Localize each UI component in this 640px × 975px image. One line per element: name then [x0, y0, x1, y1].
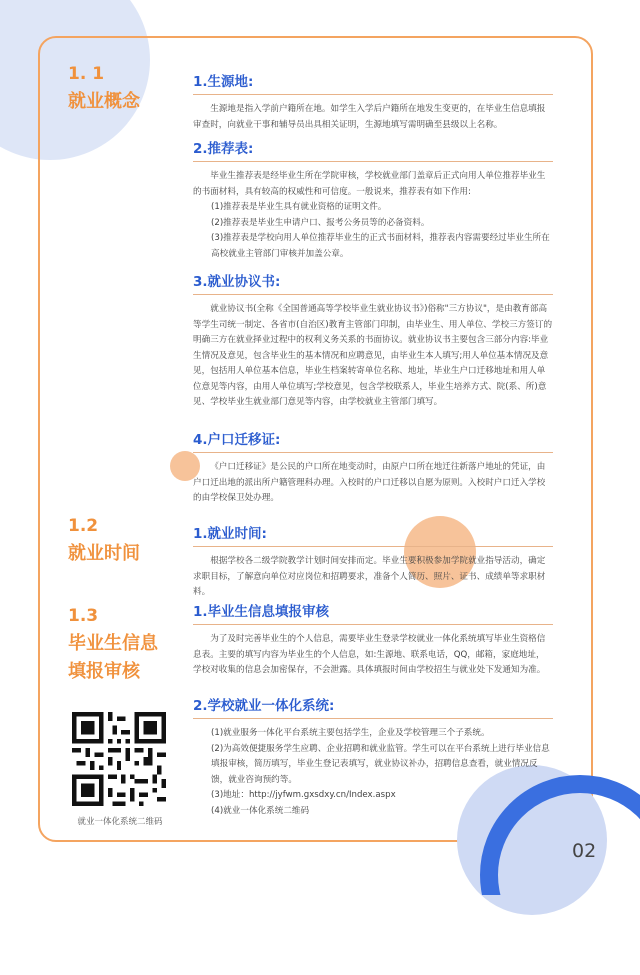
- qr-code-image: [72, 712, 166, 806]
- section-title: 2.推荐表:: [193, 141, 254, 157]
- section-divider: [193, 294, 553, 295]
- sidebar-section-2-title: 就业时间: [68, 543, 140, 564]
- section-title: 3.就业协议书:: [193, 274, 281, 290]
- section-employment-time: [193, 522, 553, 601]
- list-item: (1)就业服务一体化平台系统主要包括学生，企业及学校管理三个子系统。: [211, 728, 490, 738]
- section-divider: [193, 546, 553, 547]
- list-item: (1)推荐表是毕业生具有就业资格的证明文件。: [211, 202, 387, 212]
- section-origin: [193, 70, 553, 133]
- section-divider: [193, 718, 553, 719]
- section-agreement: [193, 270, 553, 411]
- list-item: (2)为高效便捷服务学生应聘、企业招聘和就业监管。学生可以在平台系统上进行毕业信息填报审核，简历填写，毕业生登记表填写，就业协议补办，招聘信息查看，就业情况反馈，就业咨询预约等。: [211, 743, 550, 785]
- section-title: 1.就业时间:: [193, 526, 267, 542]
- section-household: [193, 428, 553, 507]
- section-divider: [193, 94, 553, 95]
- paragraph: 就业协议书(全称《全国普通高等学校毕业生就业协议书》)俗称"三方协议"，是由教育部高等学生司统一制定、各省市(自治区)教育主管部门印制，由毕业生、用人单位、学校三方签订的明确三方在就业择业过程中的权利义务关系的书面协议。就业协议书主要包含三部分内容:毕业生情况及意见，包含毕业生的基本情况和应聘意见，由毕业生本人填写;用人单位基本情况及意见，包括用人单位基本信息，毕业生档案转寄单位名称、地址，毕业生户口迁移地址和用人单位意见等内容，由用人单位填写;学校意见，包含学校联系人，毕业生培养方式、院(系、所)意见、学校毕业生就业部门意见等内容，由学校就业主管部门填写。: [193, 304, 553, 407]
- list-item: (3)推荐表是学校向用人单位推荐毕业生的正式书面材料，推荐表内容需要经过毕业生所在高校就业主管部门审核并加盖公章。: [211, 233, 550, 259]
- sidebar-section-3: [68, 602, 158, 686]
- paragraph: 《户口迁移证》是公民的户口所在地变动时，由原户口所在地迁往新落户地址的凭证，由户口迁出地的派出所户籍管理科办理。入校时的户口迁移以自愿为原则。入校时户口迁入学校的由学校保卫处办理。: [193, 462, 546, 503]
- sidebar-section-3-number: 1.3: [68, 606, 99, 626]
- sidebar-section-2-number: 1.2: [68, 516, 99, 536]
- qr-caption: 就业一体化系统二维码: [77, 817, 163, 827]
- page-number: 02: [572, 840, 597, 862]
- section-title: 2.学校就业一体化系统:: [193, 698, 335, 714]
- section-divider: [193, 452, 553, 453]
- sidebar-section-3-title-line2: 填报审核: [68, 661, 140, 682]
- sidebar-section-3-title-line1: 毕业生信息: [68, 633, 158, 654]
- section-system: [193, 694, 553, 819]
- section-divider: [193, 624, 553, 625]
- list-item: (2)推荐表是毕业生申请户口、报考公务员等的必备资料。: [211, 217, 430, 228]
- section-divider: [193, 161, 553, 162]
- section-title: 1.生源地:: [193, 74, 254, 90]
- sidebar-section-1: [68, 60, 140, 116]
- paragraph: 生源地是指入学前户籍所在地。如学生入学后户籍所在地发生变更的，在毕业生信息填报审查时，向就业干事和辅导员出具相关证明，生源地填写需明确至县级以上名称。: [193, 104, 546, 130]
- section-title: 4.户口迁移证:: [193, 432, 281, 448]
- sidebar-section-2: [68, 512, 140, 568]
- list-item: (4)就业一体化系统二维码: [211, 805, 310, 816]
- sidebar-section-1-number: 1. 1: [68, 64, 105, 84]
- paragraph: 毕业生推荐表是经毕业生所在学院审核，学校就业部门盖章后正式向用人单位推荐毕业生的书面材料，具有较高的权威性和可信度。一般说来，推荐表有如下作用:: [193, 171, 546, 197]
- section-info-review: [193, 600, 553, 679]
- list-item-url[interactable]: (3)地址：http://jyfwm.gxsdxy.cn/Index.aspx: [211, 790, 396, 800]
- paragraph: 根据学校各二级学院教学计划时间安排而定。毕业生要积极参加学院就业指导活动，确定求职目标，了解意向单位对应岗位和招聘要求，准备个人简历、照片、证书、成绩单等求职材料。: [193, 556, 546, 597]
- paragraph: 为了及时完善毕业生的个人信息，需要毕业生登录学校就业一体化系统填写毕业生资格信息表。主要的填写内容为毕业生的个人信息，如:生源地、联系电话，QQ，邮箱，家庭地址，学校对收集的信息会加密保存，不会泄露。具体填报时间由学校招生与就业处下发通知为准。: [193, 634, 546, 675]
- section-title: 1.毕业生信息填报审核: [193, 604, 330, 620]
- section-recommendation: [193, 137, 553, 262]
- sidebar-section-1-title: 就业概念: [68, 91, 140, 112]
